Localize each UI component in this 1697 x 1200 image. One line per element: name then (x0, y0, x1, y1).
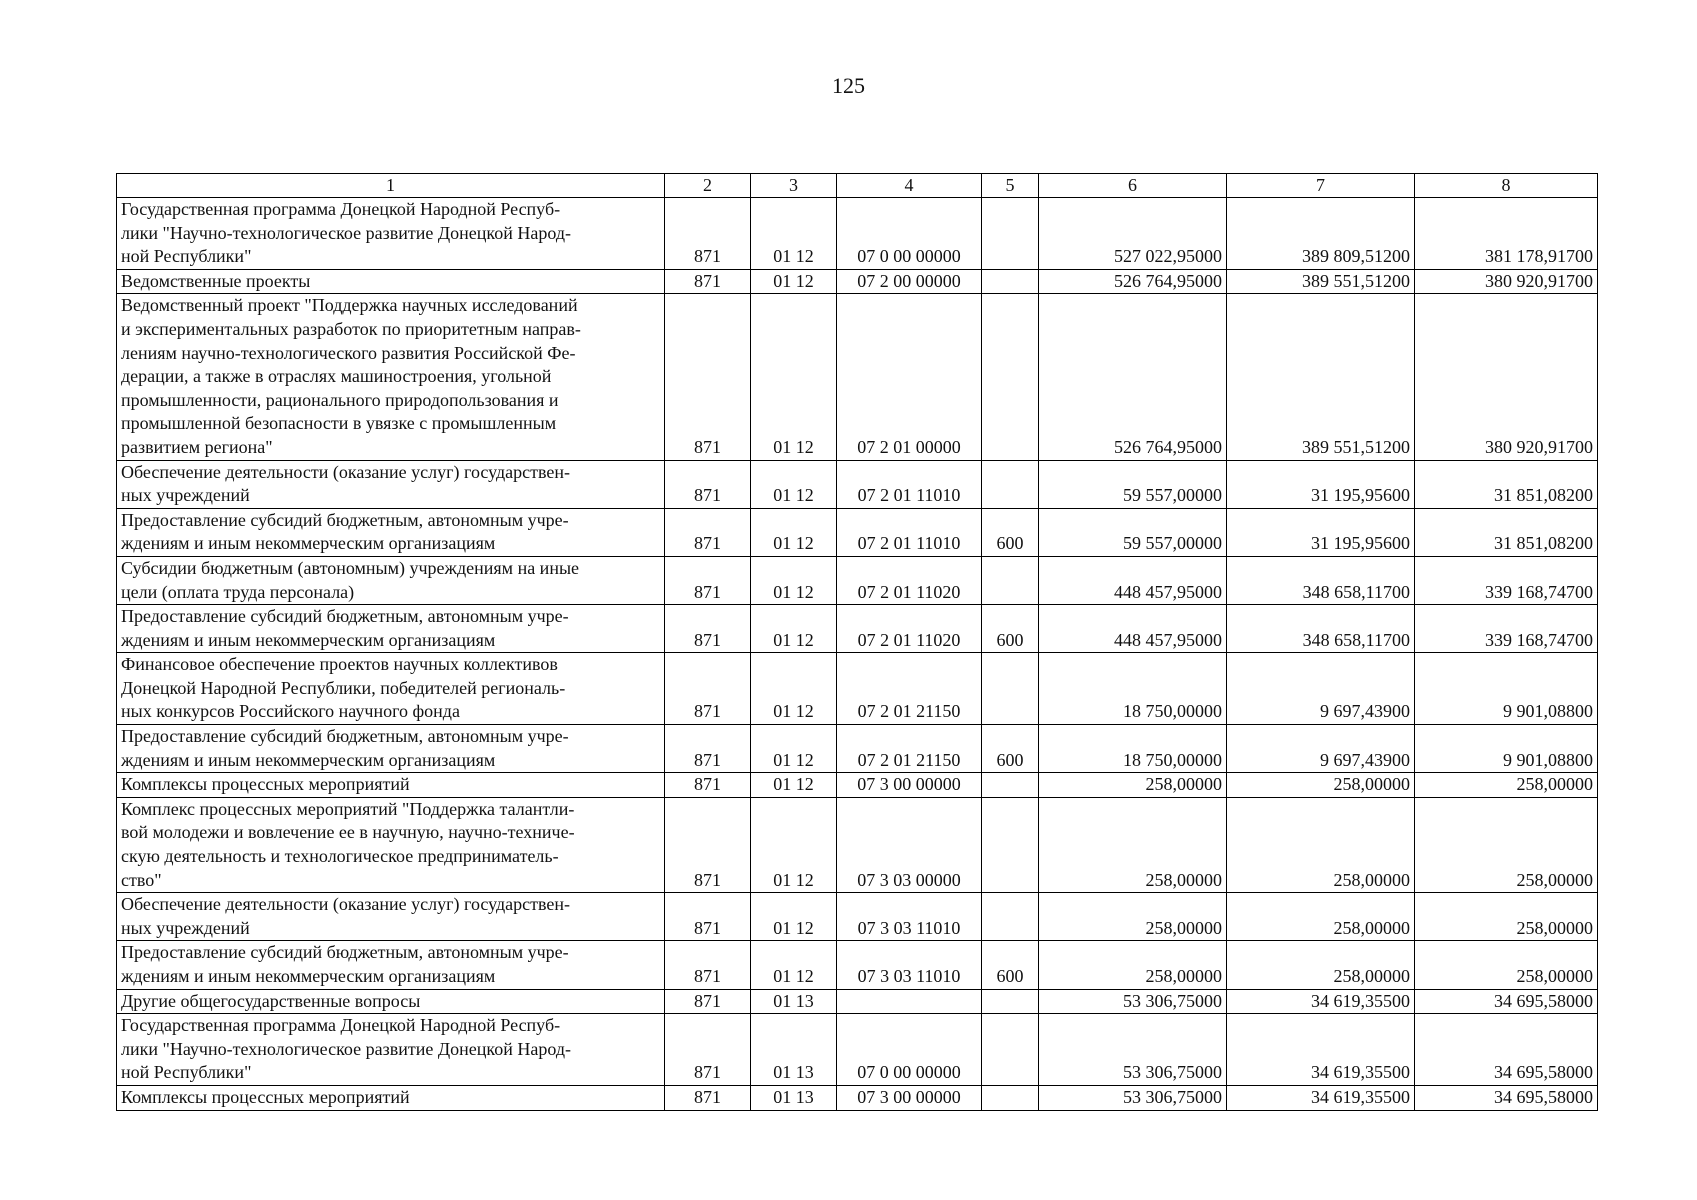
item-name-cell: Комплекс процессных мероприятий "Поддержка талантли- вой молодежи и вовлечение ее в научную, научно-техниче- скую деятельность и технологическое предприниматель- ство" (117, 797, 665, 892)
grbs-code-cell: 871 (665, 556, 751, 604)
amount-col6-cell: 258,00000 (1039, 797, 1227, 892)
grbs-code-cell: 871 (665, 294, 751, 460)
item-name-cell: Предоставление субсидий бюджетным, автономным учре- ждениям и иным некоммерческим организациям (117, 941, 665, 989)
amount-col6-cell: 527 022,95000 (1039, 198, 1227, 270)
section-code-cell: 01 12 (751, 460, 837, 508)
table-row (117, 198, 1598, 270)
amount-col7-cell: 258,00000 (1227, 893, 1415, 941)
header-cell-1: 1 (117, 174, 665, 198)
amount-col6-cell: 258,00000 (1039, 941, 1227, 989)
target-article-cell: 07 3 00 00000 (837, 1085, 982, 1110)
amount-col6-cell: 53 306,75000 (1039, 1085, 1227, 1110)
expense-type-cell (982, 797, 1039, 892)
amount-col7-cell: 348 658,11700 (1227, 556, 1415, 604)
target-article-cell: 07 3 03 11010 (837, 893, 982, 941)
item-name-cell: Комплексы процессных мероприятий (117, 1085, 665, 1110)
expense-type-cell (982, 989, 1039, 1014)
amount-col8-cell: 339 168,74700 (1415, 556, 1598, 604)
grbs-code-cell: 871 (665, 797, 751, 892)
amount-col8-cell: 380 920,91700 (1415, 269, 1598, 294)
expense-type-cell (982, 893, 1039, 941)
amount-col7-cell: 389 809,51200 (1227, 198, 1415, 270)
target-article-cell: 07 0 00 00000 (837, 198, 982, 270)
target-article-cell: 07 2 01 11010 (837, 460, 982, 508)
expense-type-cell: 600 (982, 605, 1039, 653)
table-row (117, 294, 1598, 460)
amount-col8-cell: 31 851,08200 (1415, 460, 1598, 508)
amount-col7-cell: 34 619,35500 (1227, 1085, 1415, 1110)
target-article-cell: 07 3 03 11010 (837, 941, 982, 989)
item-name-cell: Финансовое обеспечение проектов научных коллективов Донецкой Народной Республики, победителей региональ- ных конкурсов Российского научного фонда (117, 653, 665, 725)
target-article-cell: 07 2 01 00000 (837, 294, 982, 460)
table-row (117, 605, 1598, 653)
grbs-code-cell: 871 (665, 653, 751, 725)
section-code-cell: 01 12 (751, 653, 837, 725)
item-name-cell: Государственная программа Донецкой Народной Респуб- лики "Научно-технологическое развитие Донецкой Народ- ной Республики" (117, 1014, 665, 1086)
amount-col6-cell: 526 764,95000 (1039, 269, 1227, 294)
table-row (117, 989, 1598, 1014)
header-cell-8: 8 (1415, 174, 1598, 198)
amount-col7-cell: 389 551,51200 (1227, 294, 1415, 460)
amount-col7-cell: 9 697,43900 (1227, 725, 1415, 773)
amount-col8-cell: 34 695,58000 (1415, 989, 1598, 1014)
item-name-cell: Субсидии бюджетным (автономным) учреждениям на иные цели (оплата труда персонала) (117, 556, 665, 604)
amount-col8-cell: 9 901,08800 (1415, 653, 1598, 725)
expense-type-cell (982, 269, 1039, 294)
expense-type-cell: 600 (982, 725, 1039, 773)
expense-type-cell (982, 1085, 1039, 1110)
target-article-cell: 07 2 01 21150 (837, 725, 982, 773)
target-article-cell: 07 2 01 11010 (837, 508, 982, 556)
amount-col7-cell: 258,00000 (1227, 941, 1415, 989)
target-article-cell: 07 2 01 21150 (837, 653, 982, 725)
section-code-cell: 01 12 (751, 556, 837, 604)
header-cell-7: 7 (1227, 174, 1415, 198)
grbs-code-cell: 871 (665, 1014, 751, 1086)
amount-col6-cell: 59 557,00000 (1039, 508, 1227, 556)
target-article-cell: 07 2 01 11020 (837, 605, 982, 653)
section-code-cell: 01 12 (751, 605, 837, 653)
table-row (117, 797, 1598, 892)
amount-col6-cell: 53 306,75000 (1039, 989, 1227, 1014)
amount-col6-cell: 258,00000 (1039, 773, 1227, 798)
item-name-cell: Ведомственные проекты (117, 269, 665, 294)
amount-col8-cell: 339 168,74700 (1415, 605, 1598, 653)
table-body (117, 198, 1598, 1111)
section-code-cell: 01 12 (751, 773, 837, 798)
amount-col6-cell: 18 750,00000 (1039, 653, 1227, 725)
amount-col7-cell: 31 195,95600 (1227, 460, 1415, 508)
amount-col6-cell: 18 750,00000 (1039, 725, 1227, 773)
amount-col6-cell: 448 457,95000 (1039, 605, 1227, 653)
table-row (117, 556, 1598, 604)
amount-col7-cell: 348 658,11700 (1227, 605, 1415, 653)
grbs-code-cell: 871 (665, 269, 751, 294)
header-cell-5: 5 (982, 174, 1039, 198)
item-name-cell: Ведомственный проект "Поддержка научных исследований и экспериментальных разработок по приоритетным направ- лениям научно-технологического развития Российской Фе- дерации, а также в отраслях машиностроения, угольной промышленности, рационального природопользования и промышленной безопасности в увязке с промышленным развитием региона" (117, 294, 665, 460)
target-article-cell: 07 0 00 00000 (837, 1014, 982, 1086)
page-number: 125 (832, 73, 865, 98)
header-cell-2: 2 (665, 174, 751, 198)
expense-type-cell (982, 1014, 1039, 1086)
grbs-code-cell: 871 (665, 460, 751, 508)
grbs-code-cell: 871 (665, 198, 751, 270)
section-code-cell: 01 13 (751, 1014, 837, 1086)
table-row (117, 269, 1598, 294)
table-row (117, 773, 1598, 798)
amount-col6-cell: 59 557,00000 (1039, 460, 1227, 508)
amount-col8-cell: 258,00000 (1415, 773, 1598, 798)
item-name-cell: Предоставление субсидий бюджетным, автономным учре- ждениям и иным некоммерческим организациям (117, 508, 665, 556)
budget-table (116, 173, 1598, 1111)
grbs-code-cell: 871 (665, 605, 751, 653)
expense-type-cell (982, 653, 1039, 725)
table-row (117, 653, 1598, 725)
item-name-cell: Предоставление субсидий бюджетным, автономным учре- ждениям и иным некоммерческим организациям (117, 605, 665, 653)
target-article-cell (837, 989, 982, 1014)
amount-col7-cell: 34 619,35500 (1227, 1014, 1415, 1086)
section-code-cell: 01 13 (751, 989, 837, 1014)
amount-col8-cell: 258,00000 (1415, 797, 1598, 892)
item-name-cell: Другие общегосударственные вопросы (117, 989, 665, 1014)
amount-col8-cell: 380 920,91700 (1415, 294, 1598, 460)
table-row (117, 893, 1598, 941)
section-code-cell: 01 12 (751, 941, 837, 989)
item-name-cell: Комплексы процессных мероприятий (117, 773, 665, 798)
table-row (117, 1085, 1598, 1110)
amount-col6-cell: 526 764,95000 (1039, 294, 1227, 460)
section-code-cell: 01 12 (751, 893, 837, 941)
section-code-cell: 01 12 (751, 269, 837, 294)
section-code-cell: 01 13 (751, 1085, 837, 1110)
section-code-cell: 01 12 (751, 198, 837, 270)
section-code-cell: 01 12 (751, 725, 837, 773)
amount-col7-cell: 31 195,95600 (1227, 508, 1415, 556)
table-row (117, 508, 1598, 556)
amount-col6-cell: 53 306,75000 (1039, 1014, 1227, 1086)
table-header-row (117, 174, 1598, 198)
amount-col7-cell: 9 697,43900 (1227, 653, 1415, 725)
amount-col8-cell: 31 851,08200 (1415, 508, 1598, 556)
target-article-cell: 07 3 03 00000 (837, 797, 982, 892)
header-cell-6: 6 (1039, 174, 1227, 198)
table-row (117, 941, 1598, 989)
item-name-cell: Государственная программа Донецкой Народной Респуб- лики "Научно-технологическое развитие Донецкой Народ- ной Республики" (117, 198, 665, 270)
expense-type-cell (982, 294, 1039, 460)
grbs-code-cell: 871 (665, 725, 751, 773)
grbs-code-cell: 871 (665, 508, 751, 556)
table-row (117, 725, 1598, 773)
expense-type-cell (982, 460, 1039, 508)
section-code-cell: 01 12 (751, 294, 837, 460)
amount-col8-cell: 9 901,08800 (1415, 725, 1598, 773)
expense-type-cell (982, 198, 1039, 270)
grbs-code-cell: 871 (665, 893, 751, 941)
amount-col6-cell: 258,00000 (1039, 893, 1227, 941)
item-name-cell: Обеспечение деятельности (оказание услуг) государствен- ных учреждений (117, 460, 665, 508)
amount-col8-cell: 34 695,58000 (1415, 1014, 1598, 1086)
amount-col7-cell: 258,00000 (1227, 773, 1415, 798)
header-cell-3: 3 (751, 174, 837, 198)
target-article-cell: 07 2 00 00000 (837, 269, 982, 294)
amount-col8-cell: 258,00000 (1415, 893, 1598, 941)
item-name-cell: Предоставление субсидий бюджетным, автономным учре- ждениям и иным некоммерческим организациям (117, 725, 665, 773)
grbs-code-cell: 871 (665, 1085, 751, 1110)
table-row (117, 460, 1598, 508)
target-article-cell: 07 3 00 00000 (837, 773, 982, 798)
expense-type-cell (982, 556, 1039, 604)
section-code-cell: 01 12 (751, 508, 837, 556)
amount-col8-cell: 381 178,91700 (1415, 198, 1598, 270)
amount-col7-cell: 258,00000 (1227, 797, 1415, 892)
amount-col7-cell: 389 551,51200 (1227, 269, 1415, 294)
item-name-cell: Обеспечение деятельности (оказание услуг) государствен- ных учреждений (117, 893, 665, 941)
amount-col8-cell: 34 695,58000 (1415, 1085, 1598, 1110)
table-row (117, 1014, 1598, 1086)
expense-type-cell: 600 (982, 508, 1039, 556)
section-code-cell: 01 12 (751, 797, 837, 892)
amount-col8-cell: 258,00000 (1415, 941, 1598, 989)
grbs-code-cell: 871 (665, 941, 751, 989)
target-article-cell: 07 2 01 11020 (837, 556, 982, 604)
grbs-code-cell: 871 (665, 773, 751, 798)
expense-type-cell (982, 773, 1039, 798)
amount-col7-cell: 34 619,35500 (1227, 989, 1415, 1014)
expense-type-cell: 600 (982, 941, 1039, 989)
header-cell-4: 4 (837, 174, 982, 198)
amount-col6-cell: 448 457,95000 (1039, 556, 1227, 604)
grbs-code-cell: 871 (665, 989, 751, 1014)
